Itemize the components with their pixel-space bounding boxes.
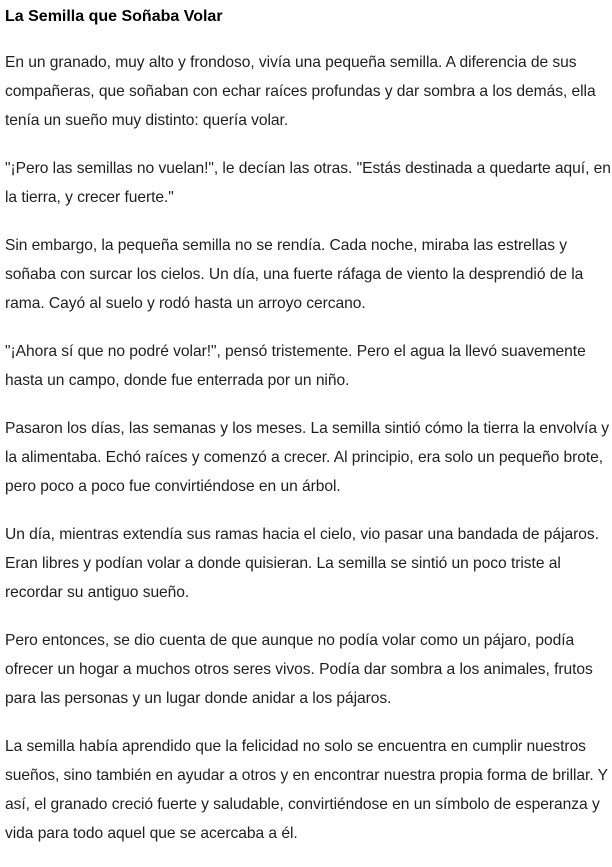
story-paragraph-3: Sin embargo, la pequeña semilla no se rendía. Cada noche, miraba las estrellas y soñaba con surcar los cielos. Un día, una fuerte ráfaga de viento la desprendió de la rama. Cayó al suelo y rodó hasta un arroyo cercano. bbox=[5, 237, 584, 312]
story-paragraph-4: "¡Ahora sí que no podré volar!", pensó tristemente. Pero el agua la llevó suavemente hasta un campo, donde fue enterrada por un niño. bbox=[5, 343, 586, 389]
story-paragraph-6: Un día, mientras extendía sus ramas hacia el cielo, vio pasar una bandada de pájaros. Eran libres y podían volar a donde quisieran. La semilla se sintió un poco triste al recordar su antiguo sueño. bbox=[5, 526, 599, 601]
story-paragraph-1: En un granado, muy alto y frondoso, vivía una pequeña semilla. A diferencia de sus compañeras, que soñaban con echar raíces profundas y dar sombra a los demás, ella tenía un sueño muy distinto: quería volar. bbox=[5, 54, 596, 129]
story-paragraph-7: Pero entonces, se dio cuenta de que aunque no podía volar como un pájaro, podía ofrecer un hogar a muchos otros seres vivos. Podía dar sombra a los animales, frutos para las personas y un lugar donde anidar a los pájaros. bbox=[5, 632, 593, 707]
story-body bbox=[5, 48, 612, 848]
story-document bbox=[5, 0, 612, 867]
story-paragraph-5: Pasaron los días, las semanas y los meses. La semilla sintió cómo la tierra la envolvía y la alimentaba. Echó raíces y comenzó a crecer. Al principio, era solo un pequeño brote, pero poco a poco fue convirtiéndose en un árbol. bbox=[5, 420, 609, 495]
story-paragraph-8: La semilla había aprendido que la felicidad no solo se encuentra en cumplir nuestros sueños, sino también en ayudar a otros y en encontrar nuestra propia forma de brillar. Y así, el granado creció fuerte y saludable, convirtiéndose en un símbolo de esperanza y vida para todo aquel que se acercaba a él. bbox=[5, 738, 608, 842]
story-title: La Semilla que Soñaba Volar bbox=[5, 8, 223, 25]
story-paragraph-2: "¡Pero las semillas no vuelan!", le decían las otras. "Estás destinada a quedarte aquí, en la tierra, y crecer fuerte." bbox=[5, 160, 611, 206]
